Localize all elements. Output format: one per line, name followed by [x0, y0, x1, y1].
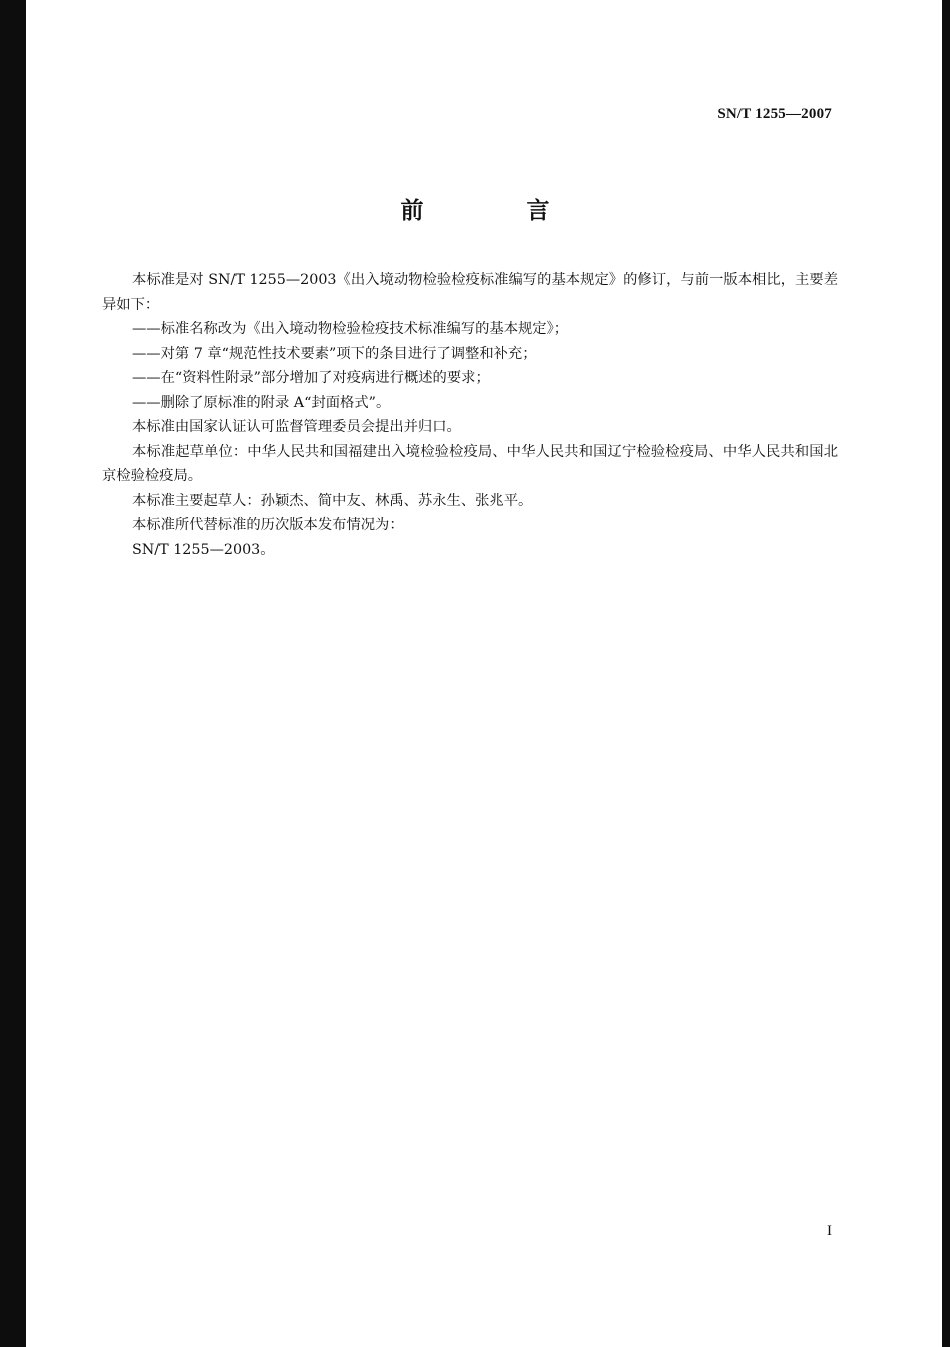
paragraph-history-item: SN/T 1255—2003。 — [132, 541, 275, 558]
paragraph-change-1: ——标准名称改为《出入境动物检验检疫技术标准编写的基本规定》； — [132, 321, 569, 337]
paragraph-change-3: ——在“资料性附录”部分增加了对疫病进行概述的要求； — [132, 370, 490, 386]
page-number: I — [827, 1223, 832, 1239]
paragraph-change-4: ——删除了原标准的附录 A“封面格式”。 — [132, 394, 391, 411]
paragraph-change-2: ——对第 7 章“规范性技术要素”项下的条目进行了调整和补充； — [132, 345, 537, 362]
paragraph-history-intro: 本标准所代替标准的历次版本发布情况为： — [132, 517, 404, 533]
paragraph-drafters: 本标准主要起草人：孙颖杰、简中友、林禹、苏永生、张兆平。 — [132, 492, 533, 509]
standard-code: SN/T 1255—2007 — [717, 106, 832, 122]
foreword-body — [102, 268, 838, 562]
paragraph-drafting-units: 本标准起草单位：中华人民共和国福建出入境检验检疫局、中华人民共和国辽宁检验检疫局、中华人民共和国北京检验检疫局。 — [102, 443, 838, 484]
page-title: 前 言 — [400, 198, 590, 224]
paragraph-revision-intro: 本标准是对 SN/T 1255—2003《出入境动物检验检疫标准编写的基本规定》的修订，与前一版本相比，主要差异如下： — [102, 272, 838, 313]
paragraph-proposer: 本标准由国家认证认可监督管理委员会提出并归口。 — [132, 419, 461, 435]
